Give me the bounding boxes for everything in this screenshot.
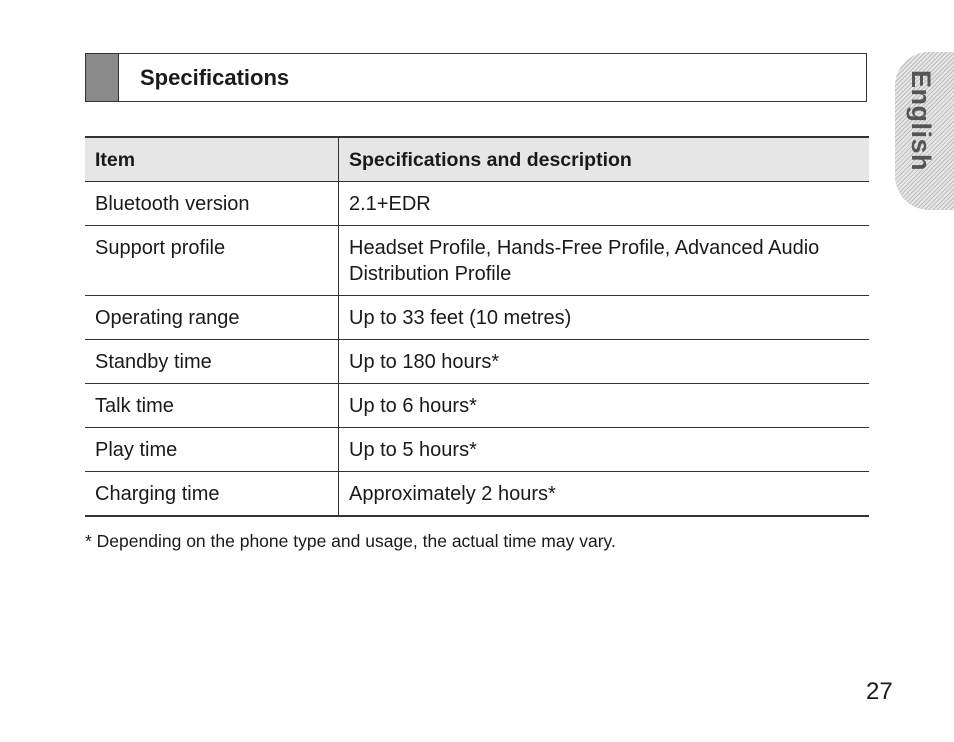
table-header-row (85, 137, 869, 182)
page-number: 27 (866, 678, 893, 705)
table-row (85, 384, 869, 428)
table-row (85, 472, 869, 517)
header-description: Specifications and description (349, 148, 632, 171)
row-description: Up to 6 hours* (349, 395, 477, 417)
row-description: Up to 5 hours* (349, 439, 477, 461)
section-title: Specifications (140, 64, 290, 90)
row-item: Bluetooth version (85, 182, 339, 226)
table-row (85, 182, 869, 226)
row-description: 2.1+EDR (349, 193, 431, 215)
row-item: Charging time (85, 472, 339, 517)
footnote: * Depending on the phone type and usage, the actual time may vary. (85, 531, 616, 551)
section-marker (86, 54, 119, 101)
language-tab-label: English (906, 70, 936, 172)
specifications-table (85, 136, 869, 517)
row-description: Up to 180 hours* (349, 351, 500, 373)
row-item: Operating range (85, 296, 339, 340)
table-row (85, 428, 869, 472)
table-row (85, 226, 869, 296)
section-header (85, 53, 867, 102)
header-item: Item (85, 137, 339, 182)
row-item: Standby time (85, 340, 339, 384)
row-description: Headset Profile, Hands-Free Profile, Advanced Audio Distribution Profile (349, 237, 820, 285)
row-item: Play time (85, 428, 339, 472)
language-tab (895, 52, 954, 210)
row-description: Approximately 2 hours* (349, 483, 556, 505)
row-description: Up to 33 feet (10 metres) (349, 307, 572, 329)
row-item: Talk time (85, 384, 339, 428)
row-item: Support profile (85, 226, 339, 296)
table-row (85, 296, 869, 340)
table-row (85, 340, 869, 384)
